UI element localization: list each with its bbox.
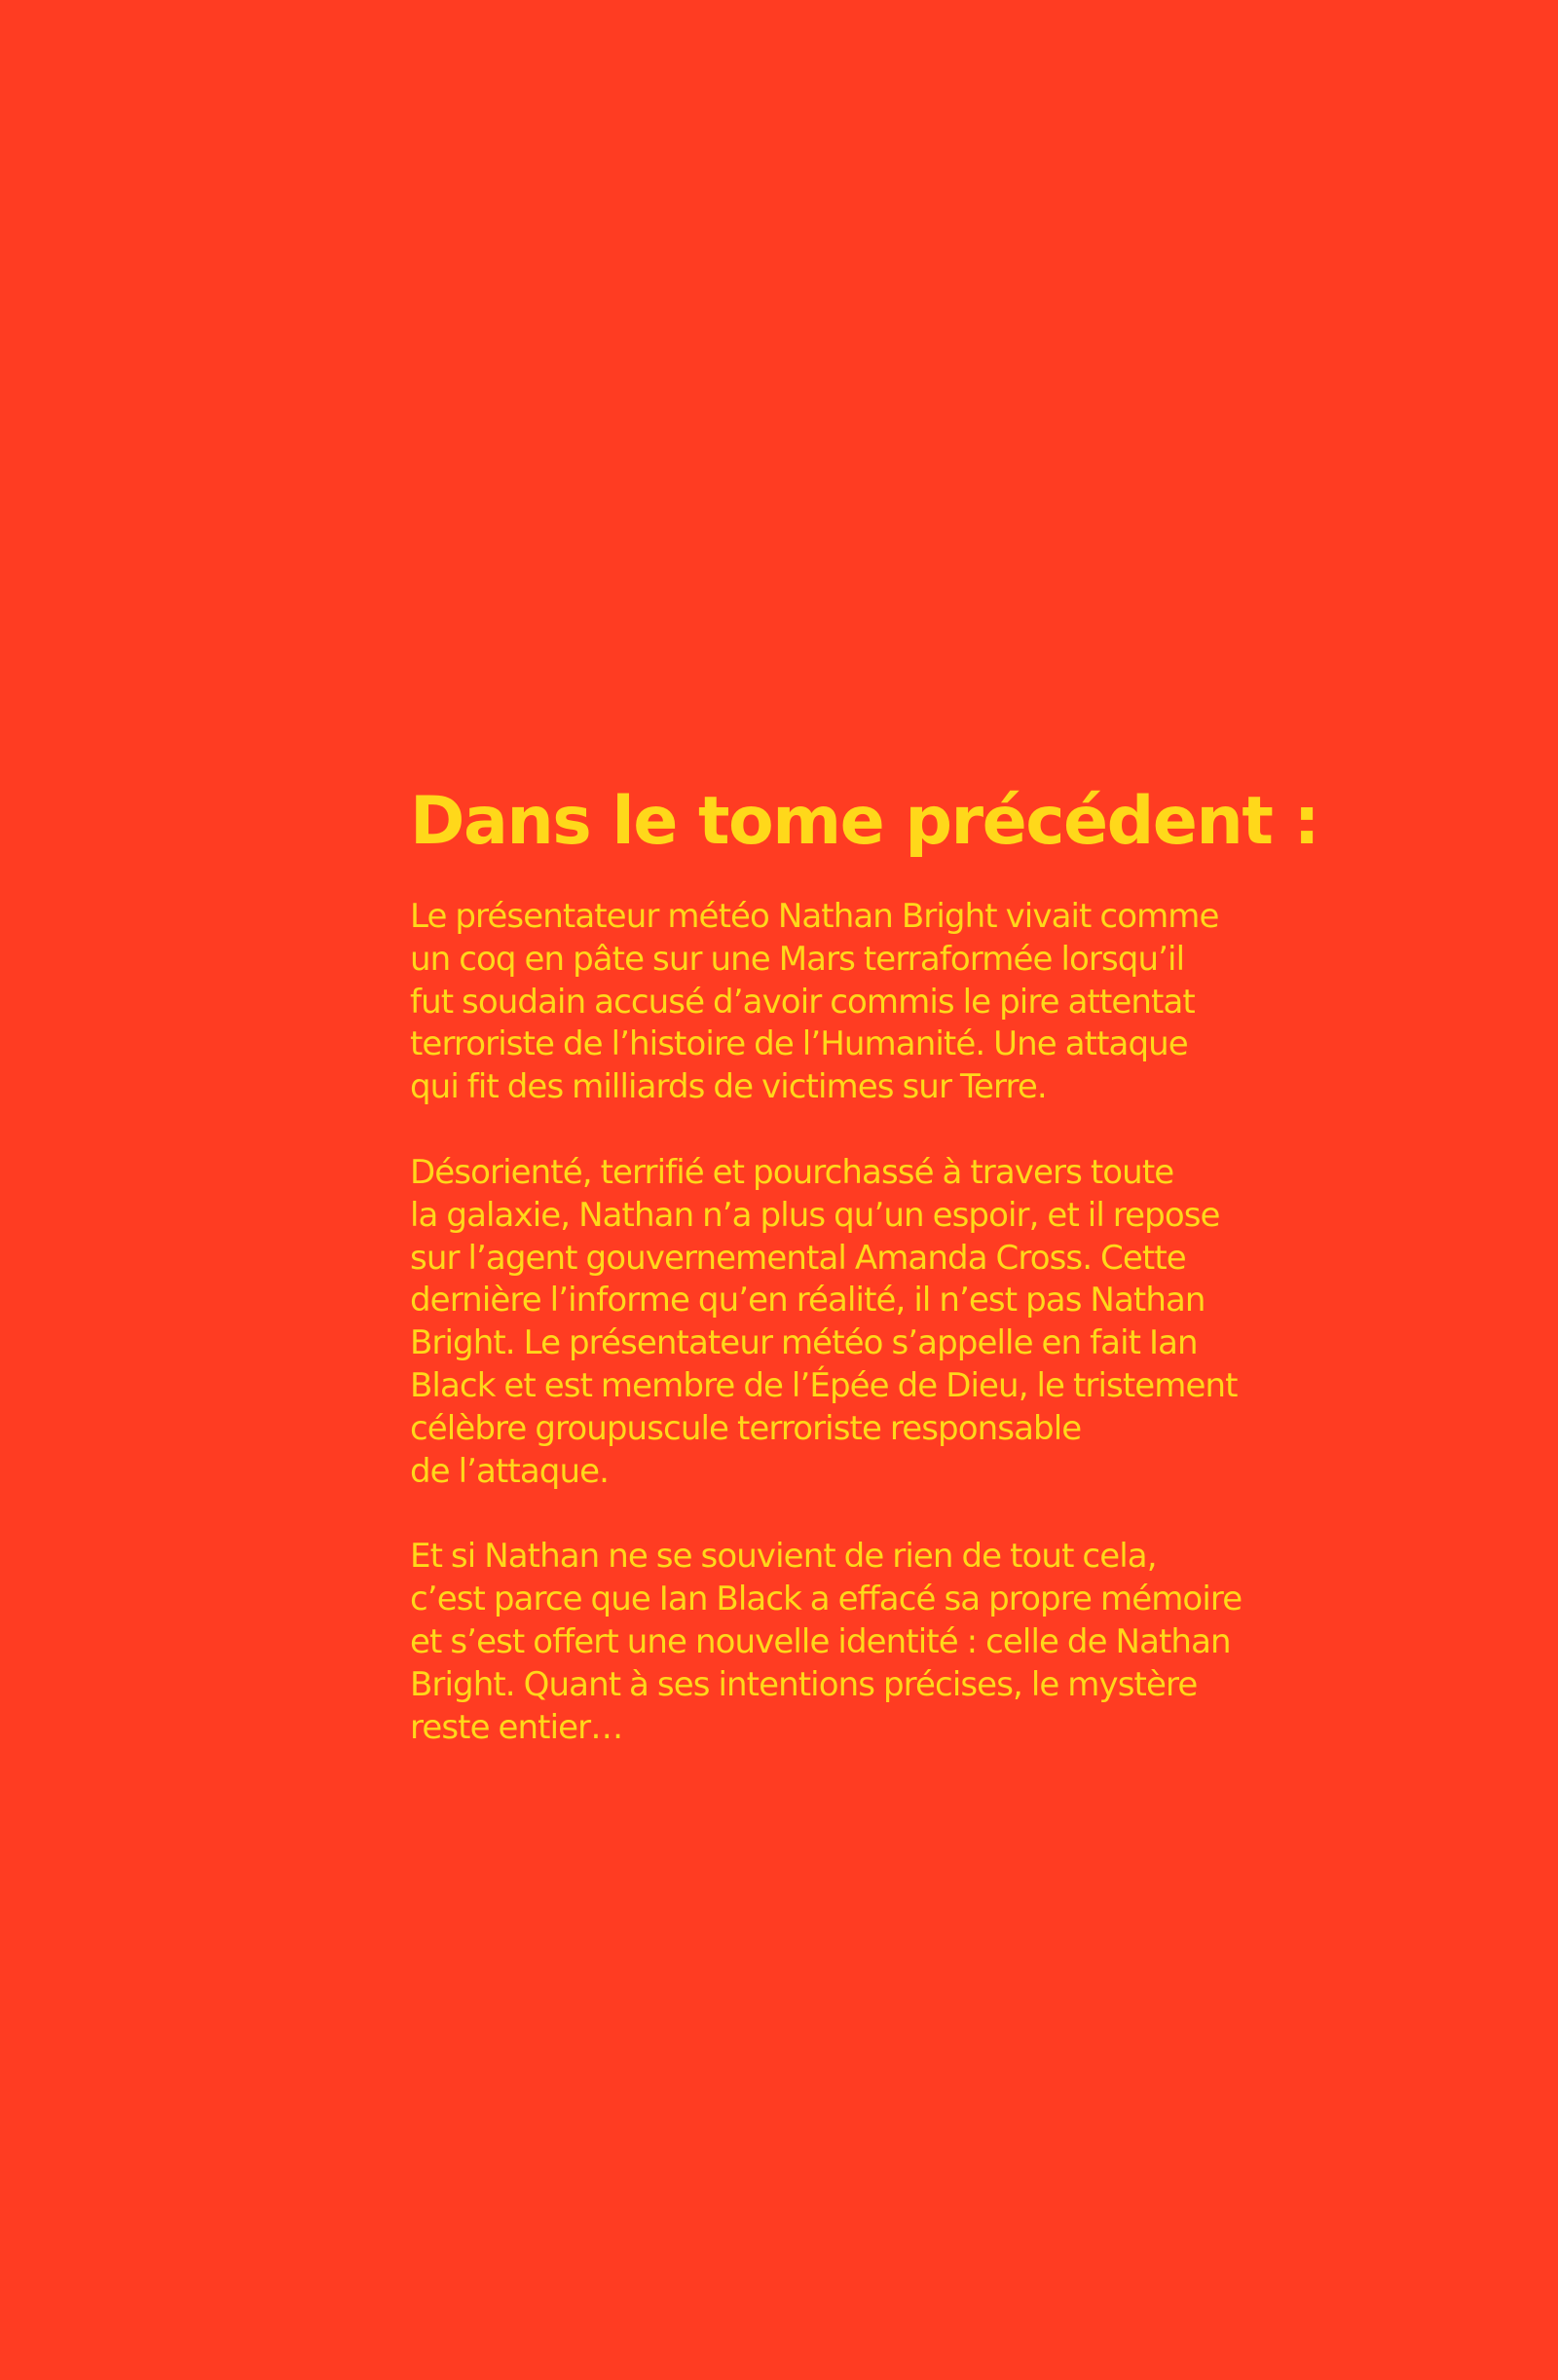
text-line: de l’attaque. — [410, 1451, 610, 1491]
text-line: terroriste de l’histoire de l’Humanité. Une attaque — [410, 1024, 1188, 1064]
text-line: Et si Nathan ne se souvient de rien de tout cela, — [410, 1537, 1157, 1577]
text-line: fut soudain accusé d’avoir commis le pire attentat — [410, 982, 1195, 1022]
previous-volume-recap — [410, 779, 1319, 1792]
text-line: sur l’agent gouvernemental Amanda Cross. Cette — [410, 1238, 1186, 1278]
text-line: et s’est offert une nouvelle identité : celle de Nathan — [410, 1621, 1231, 1661]
text-line: Le présentateur météo Nathan Bright vivait comme — [410, 897, 1219, 936]
text-line: un coq en pâte sur une Mars terraformée lorsqu’il — [410, 939, 1185, 979]
text-line: reste entier… — [410, 1707, 623, 1747]
text-line: Bright. Quant à ses intentions précises, le mystère — [410, 1664, 1198, 1704]
recap-paragraph-1 — [410, 896, 1267, 1109]
text-line: Bright. Le présentateur météo s’appelle en fait Ian — [410, 1323, 1198, 1363]
recap-paragraph-3 — [410, 1536, 1267, 1749]
text-line: Désorienté, terrifié et pourchassé à travers toute — [410, 1152, 1174, 1192]
text-line: c’est parce que Ian Black a effacé sa propre mémoire — [410, 1580, 1243, 1619]
text-line: célèbre groupuscule terroriste responsable — [410, 1408, 1082, 1448]
recap-paragraph-2 — [410, 1152, 1267, 1493]
text-line: Black et est membre de l’Épée de Dieu, le tristement — [410, 1365, 1238, 1405]
text-line: la galaxie, Nathan n’a plus qu’un espoir, et il repose — [410, 1195, 1220, 1235]
text-line: qui fit des milliards de victimes sur Terre. — [410, 1067, 1047, 1107]
text-line: dernière l’informe qu’en réalité, il n’est pas Nathan — [410, 1281, 1206, 1320]
recap-title: Dans le tome précédent : — [410, 783, 1319, 860]
